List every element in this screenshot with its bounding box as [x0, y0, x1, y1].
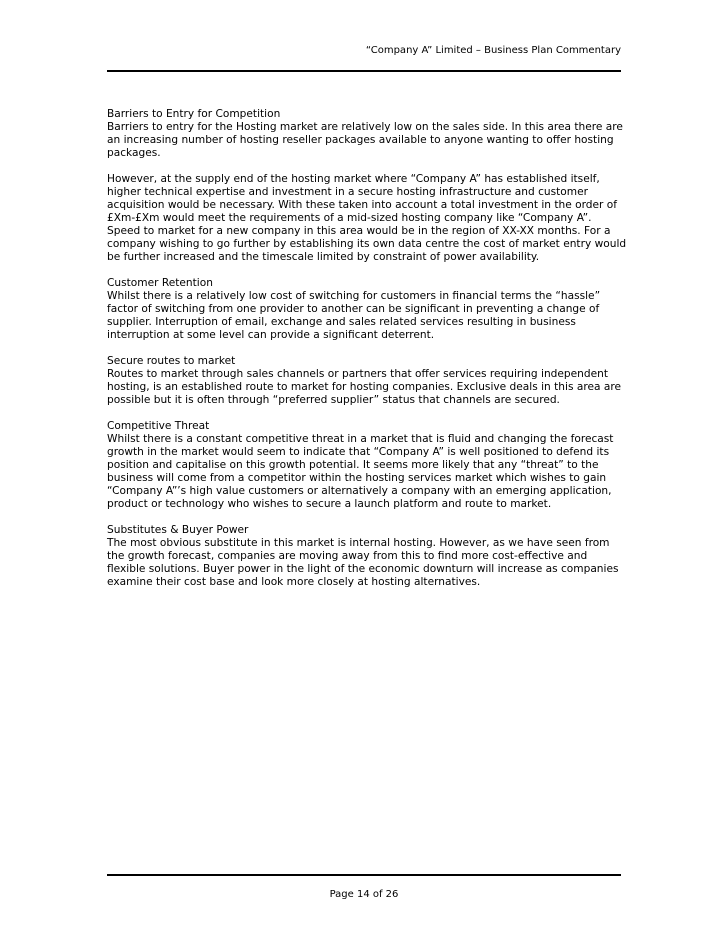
section-heading: Customer Retention [107, 277, 213, 289]
page-number: Page 14 of 26 [329, 889, 399, 900]
paragraph: The most obvious substitute in this market is internal hosting. However, as we have seen from the growth forecast, companies are moving away from this to find more cost-effective and flexible solutions. Buyer power in the light of the economic downturn will increase as companies examine their cost base and look more closely at hosting alternatives. [107, 537, 619, 588]
section-customer-retention [107, 277, 627, 342]
section-competitive-threat [107, 420, 627, 511]
paragraph: Whilst there is a relatively low cost of switching for customers in financial terms the “hassle” factor of switching from one provider to another can be significant in preventing a change of supplier. Interruption of email, exchange and sales related services resulting in business interruption at some level can provide a significant deterrent. [107, 290, 601, 341]
section-heading: Competitive Threat [107, 420, 210, 432]
paragraph: Barriers to entry for the Hosting market are relatively low on the sales side. In this area there are an increasing number of hosting reseller packages available to anyone wanting to offer hosting packages. [107, 121, 623, 159]
paragraph: However, at the supply end of the hosting market where “Company A” has established itself, higher technical expertise and investment in a secure hosting infrastructure and customer acquisition would be necessary. With these taken into account a total investment in the order of £Xm-£Xm would meet the requirements of a mid-sized hosting company like “Company A”. Speed to market for a new company in this area would be in the region of XX-XX months. For a company wishing to go further by establishing its own data centre the cost of market entry would be further increased and the timescale limited by constraint of power availability. [107, 173, 627, 263]
section-secure-routes [107, 355, 627, 407]
header-title: “Company A” Limited – Business Plan Commentary [365, 45, 621, 56]
paragraph: Whilst there is a constant competitive threat in a market that is fluid and changing the forecast growth in the market would seem to indicate that “Company A” is well positioned to defend its position and capitalise on this growth potential. It seems more likely that any “threat” to the business will come from a competitor within the hosting services market which wishes to gain “Company A”’s high value customers or alternatively a company with an emerging application, product or technology who wishes to secure a launch platform and route to market. [107, 433, 614, 510]
paragraph: Routes to market through sales channels or partners that offer services requiring independent hosting, is an established route to market for hosting companies. Exclusive deals in this area are possible but it is often through “preferred supplier” status that channels are secured. [107, 368, 621, 406]
section-substitutes-buyer-power [107, 524, 627, 589]
section-heading: Barriers to Entry for Competition [107, 108, 281, 120]
section-barriers-to-entry [107, 108, 627, 264]
section-heading: Substitutes & Buyer Power [107, 524, 249, 536]
page-footer [107, 874, 621, 900]
section-heading: Secure routes to market [107, 355, 236, 367]
document-body [107, 108, 627, 602]
page-header [107, 40, 621, 72]
